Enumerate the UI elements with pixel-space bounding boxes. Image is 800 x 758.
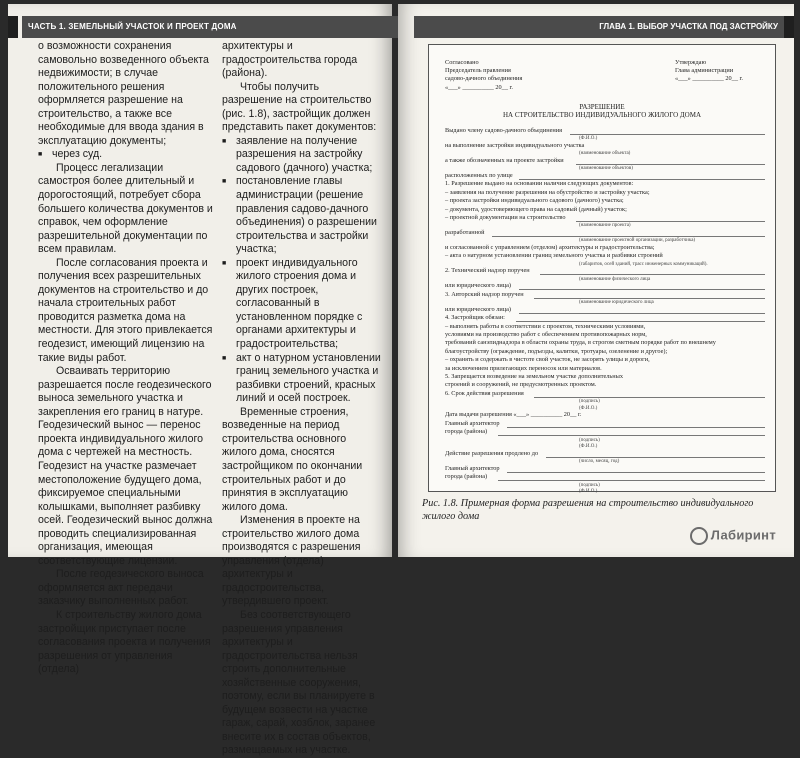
paragraph: Временные строения, возведенные на период строительства основного жилого дома, сносятся застройщиком по окончании строительных работ и до принятия в эксплуатацию жилого дома. <box>222 405 363 513</box>
header-corner-block <box>784 16 794 38</box>
form-field-caption: (Ф.И.О.) <box>579 489 598 495</box>
bullet-item: ■ через суд. <box>38 148 214 162</box>
left-column-1 <box>38 40 214 677</box>
left-running-header <box>22 16 398 38</box>
form-line: за исключением прилегающих переносок или материалов. <box>445 364 602 372</box>
left-header-text: ЧАСТЬ 1. ЗЕМЕЛЬНЫЙ УЧАСТОК И ПРОЕКТ ДОМА <box>28 22 237 31</box>
paragraph: Осваивать территорию разрешается после геодезического выноса земельного участка и закрепления его границ в натуре. Геодезический вынос — перенос проекта индивидуального жилого дома с чертежей на местность. Геодезист на участке размечает местоположение будущего дома, фиксируемое специальными колышками, выполняет разбивку осей. Геодезический вынос должна проводить специализированная организация, имеющая соответствующие лицензии. <box>38 365 213 567</box>
form-blank-line <box>498 480 765 481</box>
right-header-text: ГЛАВА 1. ВЫБОР УЧАСТКА ПОД ЗАСТРОЙКУ <box>599 22 778 31</box>
form-line: 3. Авторский надзор поручен <box>445 290 524 298</box>
form-line: 2. Технический надзор поручен <box>445 267 530 275</box>
form-line: 5. Запрещается возведение на земельном участке дополнительных <box>445 373 624 380</box>
form-blank-line <box>519 313 765 314</box>
paragraph: К строительству жилого дома застройщик приступает после согласования проекта и получения разрешения от управления (отдела) <box>38 608 211 676</box>
form-line: строений и сооружений, не предусмотренных проектом. <box>445 381 597 389</box>
form-line: 6. Срок действия разрешения <box>445 389 524 397</box>
form-line: расположенных по улице <box>445 172 513 179</box>
form-field-caption: (Ф.И.О.) <box>579 405 598 411</box>
form-line: – охранять и содержать в чистоте свой участок, не засорять улицы и дороги, <box>445 356 650 364</box>
form-line: – документа, удостоверяющего права на садовый (дачный) участок; <box>445 205 627 213</box>
form-blank-line <box>540 274 765 275</box>
form-line: – выполнять работы в соответствии с проектом, техническими условиями, <box>445 322 646 330</box>
right-page <box>398 4 794 557</box>
form-field-caption: (наименование проектной организации, разработчика) <box>579 238 696 244</box>
form-blank-line <box>570 134 765 135</box>
approval-line: Председатель правления <box>445 67 511 75</box>
form-line: – акта о натурном установлении границ земельного участка и разбивки строений <box>445 252 663 260</box>
form-line: а также обозначенных на проекте застройки <box>445 157 564 164</box>
form-line: или юридического лица) <box>445 282 511 290</box>
form-line: – проектной документации на строительство <box>445 214 566 221</box>
form-field-caption: (подпись) <box>579 437 600 443</box>
form-line: и согласованной с управлением (отделом) архитектуры и градостроительства; <box>445 244 655 251</box>
paragraph: После геодезического выноса оформляется акт передачи заказчику выполненных работ. <box>38 568 204 608</box>
form-line: Главный архитектор <box>445 464 500 472</box>
form-blank-line <box>507 472 765 473</box>
form-line: или юридического лица) <box>445 305 511 313</box>
permit-form-figure <box>428 44 776 495</box>
approval-line: Глава администрации <box>675 67 734 75</box>
form-blank-line <box>498 435 765 436</box>
form-field-caption: (число, месяц, год) <box>579 459 620 465</box>
approval-line: «___» __________ 20__ г. <box>675 75 743 83</box>
form-field-caption: (наименование юридического лица <box>579 300 654 306</box>
form-line: Действие разрешения продлено до <box>445 449 539 457</box>
form-field-caption: (подпись) <box>579 482 600 488</box>
approval-line: «___» __________ 20__ г. <box>445 83 513 91</box>
right-running-header <box>414 16 794 38</box>
figure-caption: Рис. 1.8. Примерная форма разрешения на строительство индивидуального жилого дома <box>422 498 754 522</box>
form-blank-line <box>534 397 765 398</box>
watermark-text: Лабиринт <box>710 527 776 543</box>
bullet-item: ■ заявление на получение разрешения на застройку садового (дачного) участка; <box>222 135 382 176</box>
header-corner-block <box>8 16 18 38</box>
form-line: разработанной <box>445 229 485 236</box>
form-line: требований санэпиднадзора в области охраны труда, в строгом сметным порядке работ по внешнему <box>445 339 716 347</box>
form-field-caption: (Ф.И.О.) <box>579 136 598 142</box>
left-column-2 <box>222 40 382 758</box>
approval-line: Утверждаю <box>675 59 707 66</box>
approval-line: Согласовано <box>445 59 479 66</box>
form-line: благоустройству (ограждение, подъезды, калитки, тротуары, озеленение и другое); <box>445 347 668 355</box>
labirint-logo-icon <box>690 527 708 545</box>
form-line: Главный архитектор <box>445 419 500 427</box>
form-field-caption: (наименование физического лица <box>579 276 651 282</box>
form-line: города (района) <box>445 473 488 481</box>
form-line: города (района) <box>445 428 488 436</box>
bullet-item: ■ проект индивидуального жилого строения дома и других построек, согласованный в установленном порядке с органами архитектуры и градостроительства; <box>222 257 382 352</box>
form-field-caption: (наименование объекта) <box>579 151 631 157</box>
agreed-block <box>445 59 522 92</box>
form-field-caption: (габаритов, осей зданий, трасс инженерных коммуникаций). <box>579 261 708 267</box>
form-blank-line <box>507 427 765 428</box>
form-line: – проекта застройки индивидуального садового (дачного) участка; <box>445 197 624 205</box>
paragraph: о возможности сохранения самовольно возведенного объекта недвижимости; в случае положительного решения оформляется разрешение на строительство, а также все необходимые для ввода здания в эксплуатацию документы; <box>38 40 209 147</box>
form-line: 1. Разрешение выдано на основании наличия следующих документов: <box>445 180 634 188</box>
bullet-item: ■ акт о натурном установлении границ земельного участка и разбивки строений, красных линий и осей построек. <box>222 352 382 406</box>
form-field-caption: (подпись) <box>579 399 600 405</box>
approval-line: садово-дачного объединения <box>445 75 523 83</box>
form-field-caption: (наименование объектов) <box>579 166 633 172</box>
watermark <box>690 527 776 545</box>
form-line: – заявления на получение разрешения на обустройство и застройку участка; <box>445 188 650 196</box>
paragraph: Процесс легализации самостроя более длительный и дорогостоящий, потребует сбора большего количества документов и справок, чем оформление разрешительной документации по всем правилам. <box>38 161 213 256</box>
form-blank-line <box>519 289 765 290</box>
form-subtitle: НА СТРОИТЕЛЬСТВО ИНДИВИДУАЛЬНОГО ЖИЛОГО ДОМА <box>502 111 702 119</box>
paragraph: Чтобы получить разрешение на строительство (рис. 1.8), застройщик должен представить пакет документов: <box>222 80 377 134</box>
form-line: 4. Застройщик обязан: <box>445 314 505 322</box>
paragraph: Изменения в проекте на строительство жилого дома производятся с разрешения управления (отдела) архитектуры и градостроительства, утвердившего проект. <box>222 514 361 608</box>
bullet-item: ■ постановление главы администрации (решение правления садово-дачного объединения) о разрешении строительства и застройки участка; <box>222 175 382 256</box>
form-title: РАЗРЕШЕНИЕ <box>579 103 625 111</box>
paragraph: архитектуры и градостроительства города (района). <box>222 40 358 80</box>
form-field-caption: (наименование проекта) <box>579 223 631 229</box>
form-line: Дата выдачи разрешения «___» __________ 20__ г. <box>445 411 582 419</box>
form-line: Выдано члену садово-дачного объединения <box>445 127 563 134</box>
form-line: на выполнение застройки индивидуального участка <box>445 142 585 149</box>
form-field-caption: (Ф.И.О.) <box>579 444 598 450</box>
form-line: условиями на производство работ с обеспечением противопожарных норм, <box>445 331 647 338</box>
paragraph: После согласования проекта и получения всех разрешительных документов на строительство и до начала строительных работ проводится разметка дома на местности. Для этого привлекается геодезист, имеющий лицензию на такие виды работ. <box>38 256 213 364</box>
approved-block <box>675 59 743 84</box>
paragraph: Без соответствующего разрешения управления архитектуры и градостроительства нельзя строить дополнительные хозяйственные сооружения, поэтому, если вы планируете в будущем возвести на участке гараж, сарай, хозблок, заранее внесите их в состав объектов, размещаемых на участке. <box>222 608 376 757</box>
left-page <box>8 4 392 757</box>
